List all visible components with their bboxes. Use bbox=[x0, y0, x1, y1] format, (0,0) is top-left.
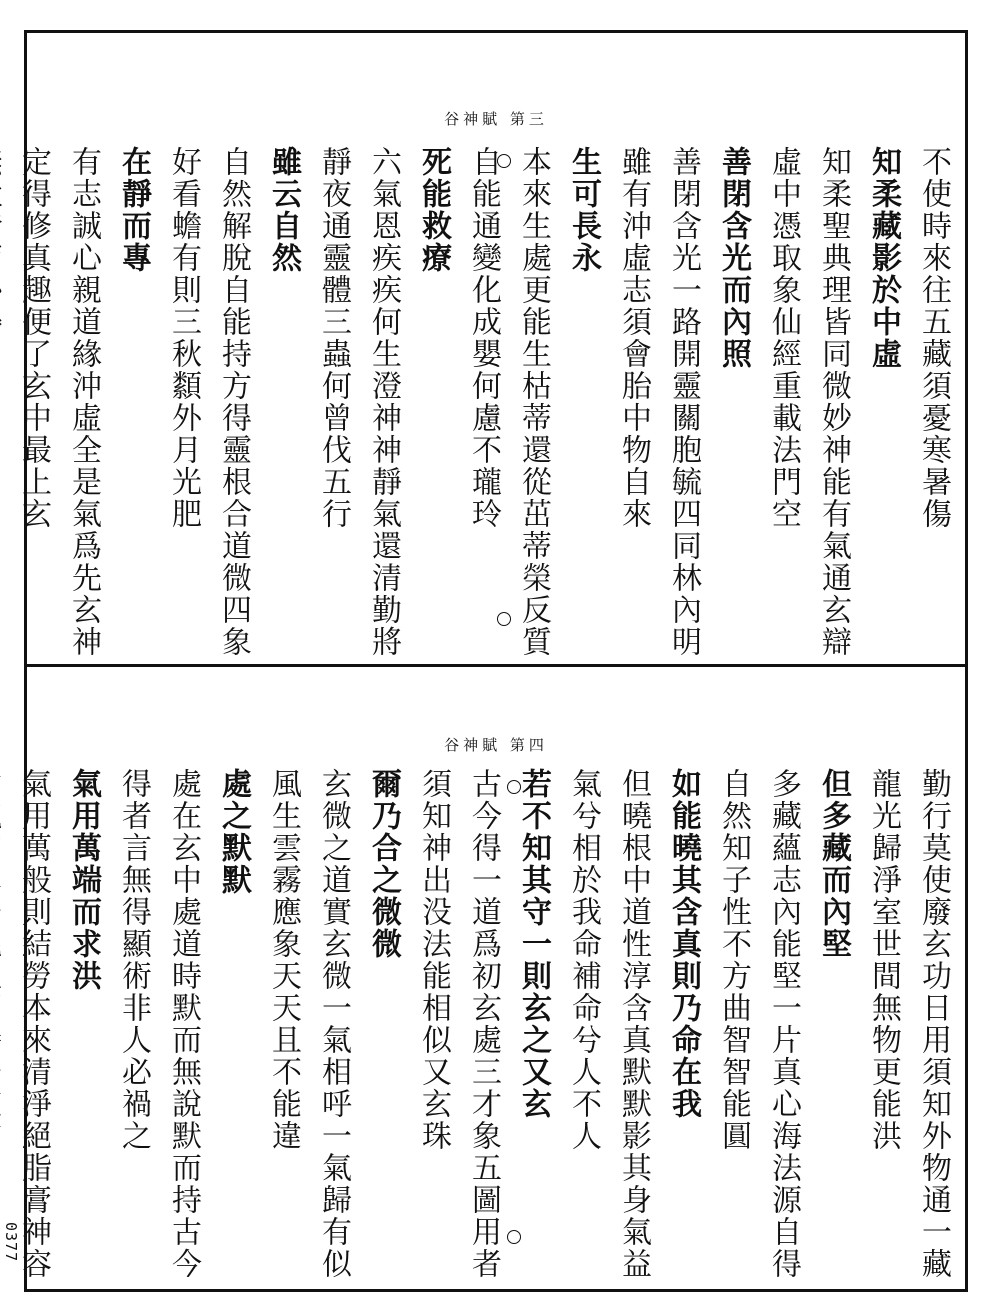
text-column bbox=[0, 146, 8, 652]
text-column: 風生雲霧應象天天且不能違 bbox=[266, 768, 301, 1152]
punctuation-circle bbox=[497, 154, 511, 168]
text-column: 六氣恩疾疾何生澄神神靜氣還清勤將 bbox=[366, 146, 401, 658]
text-column: 雖有沖虛志須會胎中物自來 bbox=[616, 146, 651, 530]
text-column: 多藏蘊志內能堅一片真心海法源自得 bbox=[766, 768, 801, 1280]
text-column: 生可長永 bbox=[566, 146, 601, 274]
text-column: 氣兮相於我命補命兮人不人 bbox=[566, 768, 601, 1152]
text-column: 自然解脫自能持方得靈根合道微四象 bbox=[216, 146, 251, 658]
text-column: 知柔聖典理皆同微妙神能有氣通玄辯 bbox=[816, 146, 851, 658]
text-column: 爾乃合之微微 bbox=[366, 768, 401, 960]
upper-page bbox=[16, 36, 962, 660]
text-column: 得者言無得顯術非人必禍之 bbox=[116, 768, 151, 1152]
punctuation-circle bbox=[507, 780, 521, 794]
text-column: 龍光歸淨室世間無物更能洪 bbox=[866, 768, 901, 1152]
text-column: 勤行莫使廢玄功日用須知外物通一藏 bbox=[916, 768, 951, 1280]
text-column: 氣用萬端而求洪 bbox=[66, 768, 101, 992]
text-column: 定得修真趣便了玄中最上玄 bbox=[16, 146, 51, 530]
text-column: 雖云自然 bbox=[266, 146, 301, 274]
page-number: 0377 bbox=[2, 1222, 20, 1263]
page-header: 谷神賦 第三 bbox=[444, 110, 548, 128]
text-column: 知柔藏影於中虛 bbox=[866, 146, 901, 370]
lower-page bbox=[16, 670, 962, 1286]
text-column: 玄微之道實玄微一氣相呼一氣歸有似 bbox=[316, 768, 351, 1280]
page-divider bbox=[24, 664, 968, 667]
text-column: 如能曉其含真則乃命在我 bbox=[666, 768, 701, 1120]
text-column: 自然知子性不方曲智智能圓 bbox=[716, 768, 751, 1152]
text-column: 善閉含光一路開靈關胞毓四同林內明 bbox=[666, 146, 701, 658]
text-column: 但曉根中道性淳含真默默影其身氣益 bbox=[616, 768, 651, 1280]
punctuation-circle bbox=[497, 612, 511, 626]
text-column: 須知神出没法能相似又玄珠 bbox=[416, 768, 451, 1152]
text-column: 若不知其守一則玄之又玄 bbox=[516, 768, 551, 1120]
text-column: 不使時來往五藏須憂寒暑傷 bbox=[916, 146, 951, 530]
text-column: 古今得一道爲初玄處三才象五圖用者 bbox=[466, 768, 501, 1280]
text-column: 本來生處更能生枯蒂還從茁蒂榮反質 bbox=[516, 146, 551, 658]
text-column: 有志誠心親道緣沖虛全是氣爲先玄神 bbox=[66, 146, 101, 658]
text-column: 氣用萬般則結勞本來清淨絕脂膏神容 bbox=[16, 768, 51, 1280]
text-column: 處在玄中處道時默而無說默而持古今 bbox=[166, 768, 201, 1280]
text-column: 死能救療 bbox=[416, 146, 451, 274]
text-columns bbox=[16, 768, 962, 1280]
text-column: 善閉含光而內照 bbox=[716, 146, 751, 370]
text-columns bbox=[16, 146, 962, 658]
text-column: 自能通變化成嬰何慮不瓏玲 bbox=[466, 146, 501, 530]
text-column: 在靜而專 bbox=[116, 146, 151, 274]
text-column bbox=[0, 768, 8, 1278]
text-column: 靜夜通靈體三蟲何曾伐五行 bbox=[316, 146, 351, 530]
text-column: 處之默默 bbox=[216, 768, 251, 896]
page-header: 谷神賦 第四 bbox=[444, 736, 548, 754]
text-column: 但多藏而內堅 bbox=[816, 768, 851, 960]
text-column: 好看蟾有則三秋纇外月光肥 bbox=[166, 146, 201, 530]
text-column: 虛中憑取象仙經重載法門空 bbox=[766, 146, 801, 530]
punctuation-circle bbox=[507, 1230, 521, 1244]
